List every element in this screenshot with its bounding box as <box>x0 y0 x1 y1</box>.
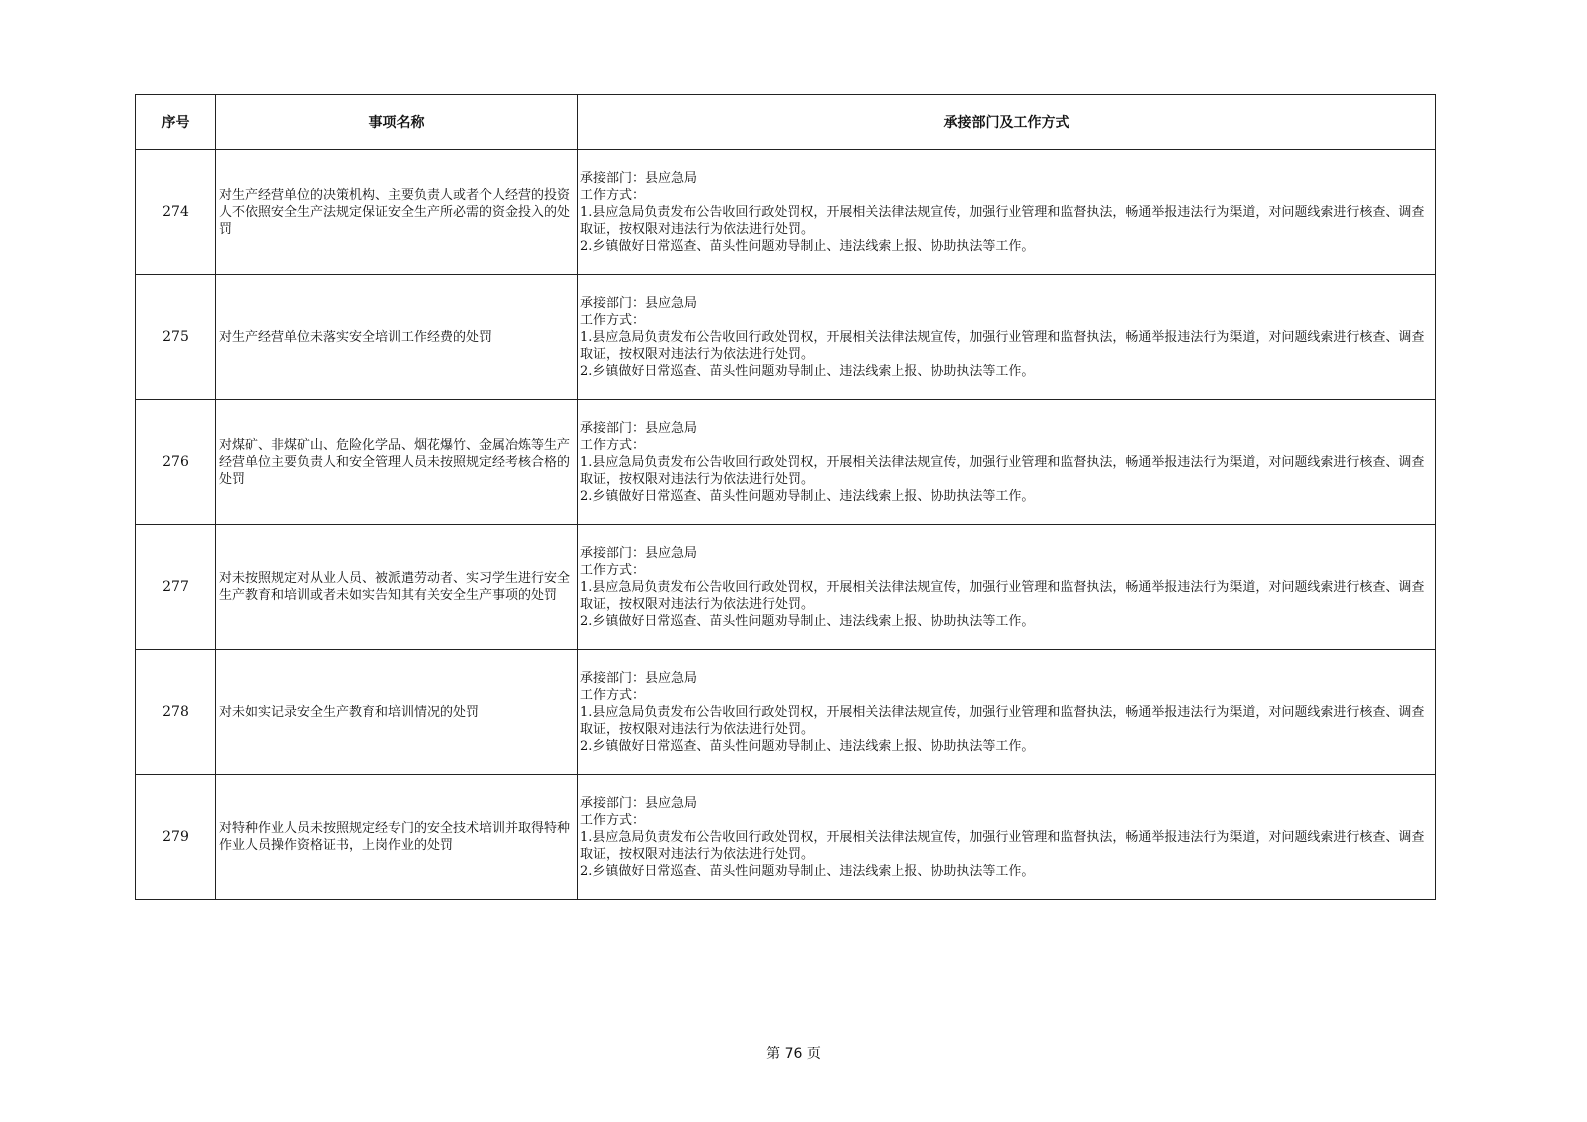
item-name: 对生产经营单位未落实安全培训工作经费的处罚 <box>216 275 578 400</box>
row-number: 279 <box>136 775 216 900</box>
dept-line: 承接部门：县应急局 <box>580 795 698 811</box>
method-step-1: 1.县应急局负责发布公告收回行政处罚权，开展相关法律法规宣传，加强行业管理和监督执法，畅通举报违法行为渠道，对问题线索进行核查、调查取证，按权限对违法行为依法进行处罚。 <box>580 579 1425 612</box>
header-num: 序号 <box>136 95 216 150</box>
item-name: 对未按照规定对从业人员、被派遣劳动者、实习学生进行安全生产教育和培训或者未如实告知其有关安全生产事项的处罚 <box>216 525 578 650</box>
dept-and-method <box>578 650 1436 775</box>
method-step-1: 1.县应急局负责发布公告收回行政处罚权，开展相关法律法规宣传，加强行业管理和监督执法，畅通举报违法行为渠道，对问题线索进行核查、调查取证，按权限对违法行为依法进行处罚。 <box>580 454 1425 487</box>
dept-and-method <box>578 525 1436 650</box>
method-step-2: 2.乡镇做好日常巡查、苗头性问题劝导制止、违法线索上报、协助执法等工作。 <box>580 488 1035 504</box>
method-step-1: 1.县应急局负责发布公告收回行政处罚权，开展相关法律法规宣传，加强行业管理和监督执法，畅通举报违法行为渠道，对问题线索进行核查、调查取证，按权限对违法行为依法进行处罚。 <box>580 829 1425 862</box>
dept-line: 承接部门：县应急局 <box>580 545 698 561</box>
dept-line: 承接部门：县应急局 <box>580 295 698 311</box>
method-step-2: 2.乡镇做好日常巡查、苗头性问题劝导制止、违法线索上报、协助执法等工作。 <box>580 238 1035 254</box>
items-table <box>135 94 1436 900</box>
method-label: 工作方式： <box>580 812 646 828</box>
method-label: 工作方式： <box>580 687 646 703</box>
dept-and-method <box>578 150 1436 275</box>
method-label: 工作方式： <box>580 187 646 203</box>
method-step-1: 1.县应急局负责发布公告收回行政处罚权，开展相关法律法规宣传，加强行业管理和监督执法，畅通举报违法行为渠道，对问题线索进行核查、调查取证，按权限对违法行为依法进行处罚。 <box>580 329 1425 362</box>
dept-and-method <box>578 400 1436 525</box>
table-row <box>136 150 1436 275</box>
table-row <box>136 275 1436 400</box>
dept-and-method <box>578 775 1436 900</box>
table-row <box>136 775 1436 900</box>
method-step-2: 2.乡镇做好日常巡查、苗头性问题劝导制止、违法线索上报、协助执法等工作。 <box>580 363 1035 379</box>
page-number: 第 76 页 <box>766 1046 821 1062</box>
table-row <box>136 650 1436 775</box>
dept-line: 承接部门：县应急局 <box>580 420 698 436</box>
table-row <box>136 525 1436 650</box>
table-row <box>136 400 1436 525</box>
row-number: 274 <box>136 150 216 275</box>
method-step-2: 2.乡镇做好日常巡查、苗头性问题劝导制止、违法线索上报、协助执法等工作。 <box>580 613 1035 629</box>
row-number: 278 <box>136 650 216 775</box>
item-name: 对煤矿、非煤矿山、危险化学品、烟花爆竹、金属冶炼等生产经营单位主要负责人和安全管理人员未按照规定经考核合格的处罚 <box>216 400 578 525</box>
row-number: 277 <box>136 525 216 650</box>
method-step-2: 2.乡镇做好日常巡查、苗头性问题劝导制止、违法线索上报、协助执法等工作。 <box>580 863 1035 879</box>
item-name: 对生产经营单位的决策机构、主要负责人或者个人经营的投资人不依照安全生产法规定保证安全生产所必需的资金投入的处罚 <box>216 150 578 275</box>
method-step-2: 2.乡镇做好日常巡查、苗头性问题劝导制止、违法线索上报、协助执法等工作。 <box>580 738 1035 754</box>
method-label: 工作方式： <box>580 312 646 328</box>
dept-and-method <box>578 275 1436 400</box>
method-step-1: 1.县应急局负责发布公告收回行政处罚权，开展相关法律法规宣传，加强行业管理和监督执法，畅通举报违法行为渠道，对问题线索进行核查、调查取证，按权限对违法行为依法进行处罚。 <box>580 704 1425 737</box>
row-number: 276 <box>136 400 216 525</box>
header-name: 事项名称 <box>216 95 578 150</box>
method-label: 工作方式： <box>580 437 646 453</box>
item-name: 对特种作业人员未按照规定经专门的安全技术培训并取得特种作业人员操作资格证书，上岗作业的处罚 <box>216 775 578 900</box>
row-number: 275 <box>136 275 216 400</box>
method-label: 工作方式： <box>580 562 646 578</box>
dept-line: 承接部门：县应急局 <box>580 170 698 186</box>
header-dept: 承接部门及工作方式 <box>578 95 1436 150</box>
table-header-row <box>136 95 1436 150</box>
dept-line: 承接部门：县应急局 <box>580 670 698 686</box>
method-step-1: 1.县应急局负责发布公告收回行政处罚权，开展相关法律法规宣传，加强行业管理和监督执法，畅通举报违法行为渠道，对问题线索进行核查、调查取证，按权限对违法行为依法进行处罚。 <box>580 204 1425 237</box>
item-name: 对未如实记录安全生产教育和培训情况的处罚 <box>216 650 578 775</box>
